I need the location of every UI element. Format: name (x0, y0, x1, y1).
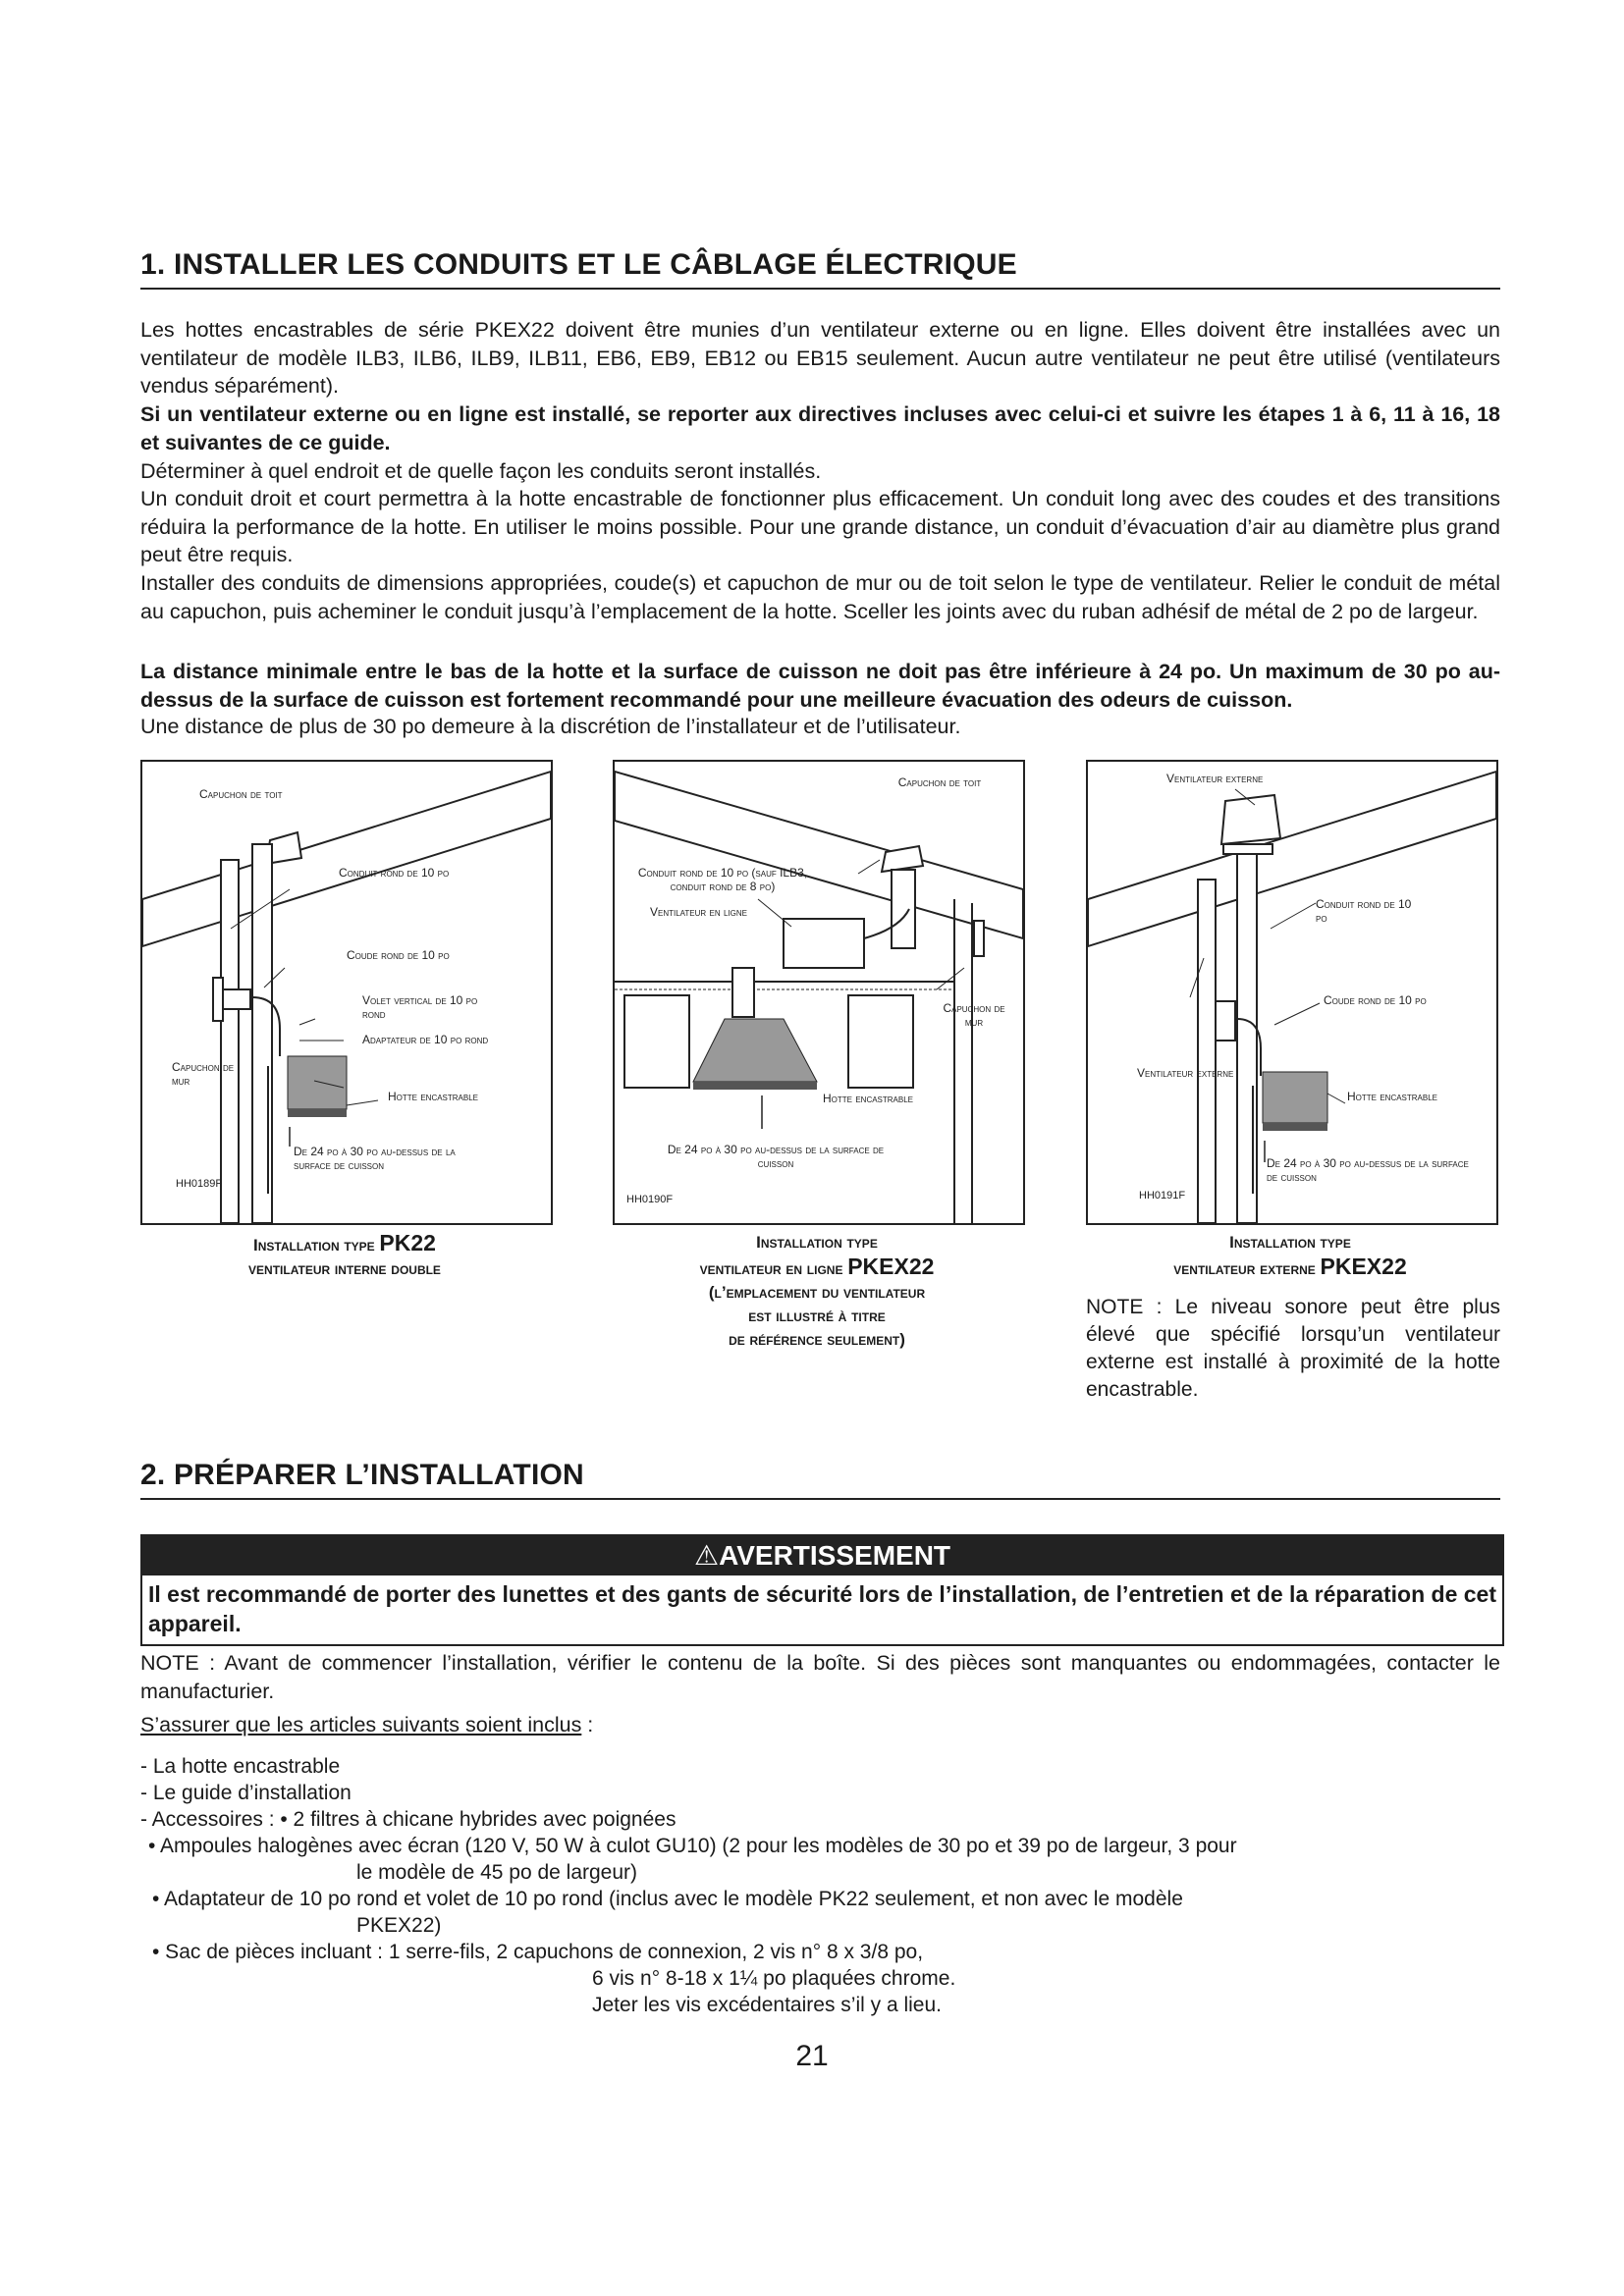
fig2-caption-l5: de référence seulement) (729, 1330, 905, 1349)
warning-box (140, 1534, 1504, 1646)
section2-ensure: S’assurer que les articles suivants soient inclus : (140, 1713, 594, 1736)
fig2-caption (613, 1231, 1021, 1352)
section1-para6: La distance minimale entre le bas de la hotte et la surface de cuisson ne doit pas être inférieure à 24 po. Un maximum de 30 po au-dessus de la surface de cuisson est fortement recommandé pour une meilleure évacuation des odeurs de cuisson. (140, 660, 1500, 712)
fig1-wall-cap: Capuchon de mur (172, 1060, 235, 1088)
warning-title: AVERTISSEMENT (719, 1540, 951, 1571)
fig1-distance: De 24 po à 30 po au-dessus de la surface de cuisson (294, 1145, 456, 1172)
fig2-hood: Hotte encastrable (823, 1092, 914, 1105)
section1-heading: 1. INSTALLER LES CONDUITS ET LE CÂBLAGE ÉLECTRIQUE (140, 248, 1500, 290)
contents-list (140, 1753, 1500, 2018)
fig1-duct: Conduit rond de 10 po (339, 866, 450, 880)
warning-header (142, 1536, 1502, 1575)
list-item: 6 vis n° 8-18 x 1¼ po plaquées chrome. (592, 1967, 956, 1990)
section1-para3: Déterminer à quel endroit et de quelle façon les conduits seront installés. (140, 459, 822, 483)
fig3-ext-fan: Ventilateur externe (1166, 772, 1264, 785)
fig2-caption-l2: ventilateur en ligne (699, 1259, 843, 1278)
fig3-elbow: Coude rond de 10 po (1324, 993, 1427, 1007)
fig2-caption-l3: (l’emplacement du ventilateur (708, 1283, 926, 1302)
section2-heading: 2. PRÉPARER L’INSTALLATION (140, 1459, 1500, 1500)
fig3-caption-l2: ventilateur externe (1173, 1259, 1316, 1278)
fig3-code: HH0191F (1139, 1190, 1186, 1201)
page-number: 21 (795, 2040, 829, 2072)
section1-para2: Si un ventilateur externe ou en ligne est installé, se reporter aux directives incluses avec celui-ci et suivre les étapes 1 à 6, 11 à 16, 18 et suivantes de ce guide. (140, 402, 1500, 454)
section1-para4: Un conduit droit et court permettra à la hotte encastrable de fonctionner plus efficacement. Un conduit long avec des coudes et des transitions réduira la performance de la hotte. En utiliser le moins possible. Pour une grande distance, un conduit d’évacuation d’air au diamètre plus grand peut être requis. (140, 487, 1500, 566)
fig1-caption (140, 1231, 549, 1281)
fig2-code: HH0190F (626, 1194, 674, 1205)
fig1-adapter: Adaptateur de 10 po rond (362, 1033, 489, 1046)
fig1-caption-l2: ventilateur interne double (248, 1259, 441, 1278)
fig1-elbow: Coude rond de 10 po (347, 948, 450, 962)
fig3-caption-model: PKEX22 (1320, 1254, 1407, 1279)
fig3-fan: Ventilateur externe (1137, 1066, 1234, 1080)
fig1-caption-model: PK22 (379, 1230, 436, 1255)
figure-pkex22-inline (613, 760, 1025, 1225)
fig2-distance: De 24 po à 30 po au-dessus de la surface de cuisson (667, 1143, 885, 1170)
fig1-hood: Hotte encastrable (388, 1090, 479, 1103)
section2-note: NOTE : Avant de commencer l’installation, vérifier le contenu de la boîte. Si des pièces sont manquantes ou endommagées, contacter le manufacturier. (140, 1651, 1500, 1703)
figure-pkex22-external (1086, 760, 1498, 1225)
fig2-inline-fan: Ventilateur en ligne (650, 905, 747, 919)
list-item: - Accessoires : • 2 filtres à chicane hybrides avec poignées (140, 1808, 677, 1831)
figure-pkex22-external-drawing (1088, 762, 1496, 1223)
list-item: - La hotte encastrable (140, 1755, 341, 1778)
list-item: Jeter les vis excédentaires s’il y a lieu. (592, 1994, 942, 2016)
fig3-note: NOTE : Le niveau sonore peut être plus élevé que spécifié lorsqu’un ventilateur externe est installé à proximité de la hotte encastrable. (1086, 1296, 1500, 1401)
list-item: • Adaptateur de 10 po rond et volet de 10 po rond (inclus avec le modèle PK22 seulement, et non avec le modèle (152, 1888, 1183, 1910)
section1-para1: Les hottes encastrables de série PKEX22 doivent être munies d’un ventilateur externe ou en ligne. Elles doivent être installées avec un ventilateur de modèle ILB3, ILB6, ILB9, ILB11, EB6, EB9, EB12 ou EB15 seulement. Aucun autre ventilateur ne peut être utilisé (ventilateurs vendus séparément). (140, 318, 1500, 398)
fig1-caption-l1: Installation type (253, 1236, 375, 1255)
figure-pk22 (140, 760, 553, 1225)
fig2-roof-cap: Capuchon de toit (897, 775, 982, 789)
list-item: • Sac de pièces incluant : 1 serre-fils, 2 capuchons de connexion, 2 vis n° 8 x 3/8 po, (152, 1941, 924, 1963)
warning-triangle-icon: ⚠ (693, 1540, 720, 1571)
fig1-roof-cap: Capuchon de toit (199, 787, 283, 801)
fig1-code: HH0189F (176, 1178, 223, 1190)
fig3-caption-l1: Installation type (1229, 1233, 1351, 1252)
warning-text: Il est recommandé de porter des lunettes et des gants de sécurité lors de l’installation, de l’entretien et de la réparation de cet appareil. (148, 1581, 1496, 1636)
list-item: - Le guide d’installation (140, 1782, 352, 1804)
section2-ensure-text: S’assurer que les articles suivants soient inclus (140, 1713, 582, 1736)
fig2-caption-l4: est illustré à titre (748, 1307, 886, 1325)
fig2-duct: Conduit rond de 10 po (sauf ILB3, conduit rond de 8 po) (637, 866, 808, 893)
fig1-damper: Volet vertical de 10 po rond (362, 993, 478, 1021)
list-item: PKEX22) (356, 1914, 442, 1937)
fig2-caption-model: PKEX22 (847, 1254, 935, 1279)
fig3-distance: De 24 po à 30 po au-dessus de la surface de cuisson (1267, 1156, 1469, 1184)
fig3-duct: Conduit rond de 10 po (1316, 897, 1412, 925)
list-item: le modèle de 45 po de largeur) (356, 1861, 638, 1884)
list-item: • Ampoules halogènes avec écran (120 V, 50 W à culot GU10) (2 pour les modèles de 30 po et 39 po de largeur, 3 pour (148, 1835, 1237, 1857)
fig2-wall-cap: Capuchon de mur (943, 1001, 1005, 1029)
fig2-caption-l1: Installation type (756, 1233, 878, 1252)
section1-para5: Installer des conduits de dimensions appropriées, coude(s) et capuchon de mur ou de toit selon le type de ventilateur. Relier le conduit de métal au capuchon, puis acheminer le conduit jusqu’à l’emplacement de la hotte. Sceller les joints avec du ruban adhésif de métal de 2 po de largeur. (140, 571, 1500, 623)
fig3-hood: Hotte encastrable (1347, 1090, 1438, 1103)
section1-para7: Une distance de plus de 30 po demeure à la discrétion de l’installateur et de l’utilisateur. (140, 715, 961, 738)
fig3-caption (1086, 1231, 1494, 1281)
